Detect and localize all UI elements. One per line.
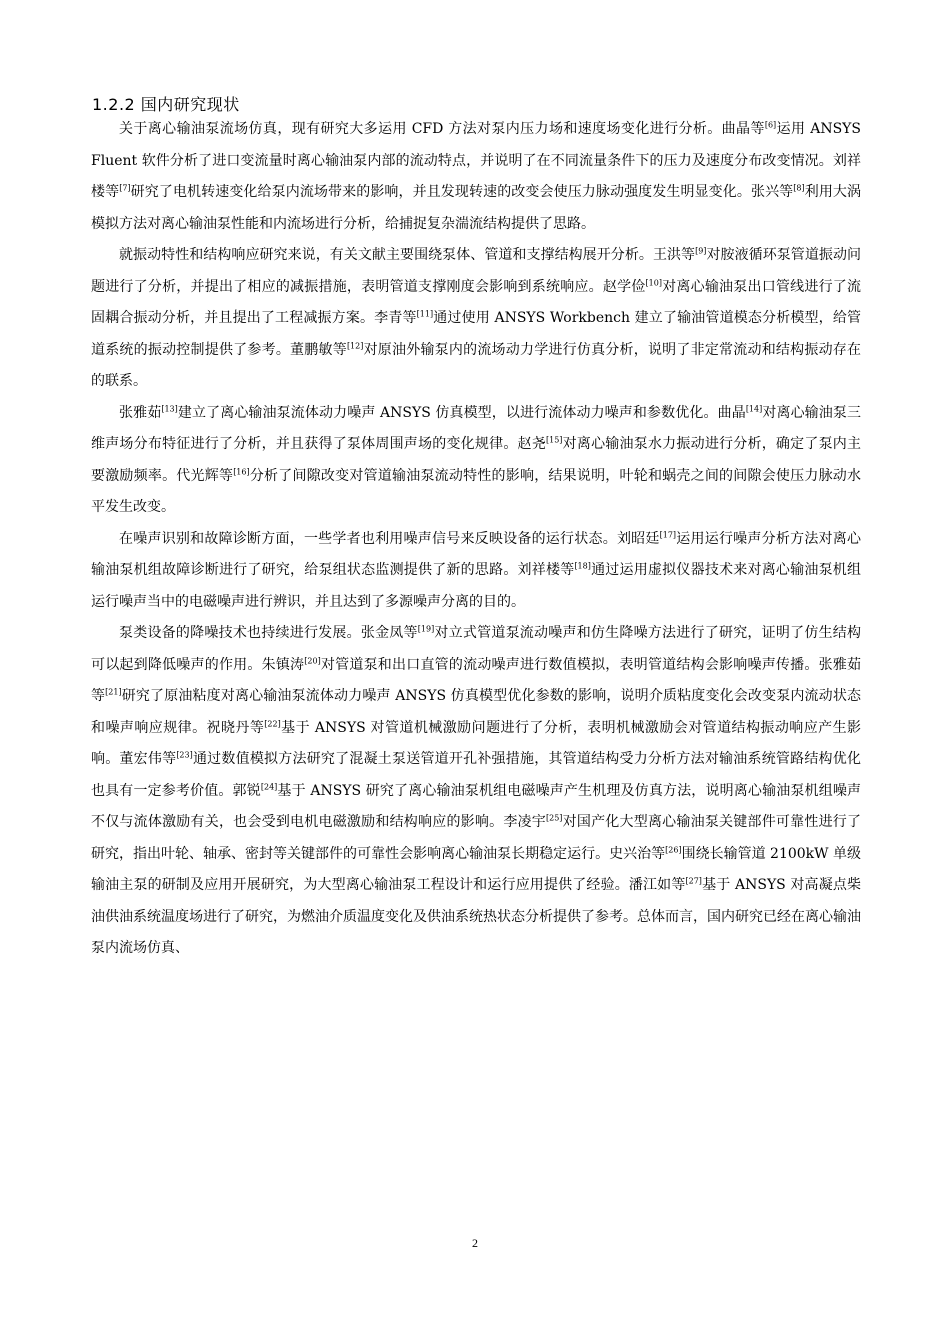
citation-marker: [21]: [105, 687, 122, 697]
citation-marker: [10]: [645, 277, 662, 287]
citation-marker: [14]: [745, 403, 763, 413]
paragraph: 泵类设备的降噪技术也持续进行发展。张金凤等[19]对立式管道泵流动噪声和仿生降噪方法进行了研究，证明了仿生结构可以起到降低噪声的作用。朱镇涛[20]对管道泵和出口直管的流动噪声进行数值模拟，表明管道结构会影响噪声传播。张雅茹等[21]研究了原油粘度对离心输油泵流体动力噪声 ANSYS 仿真模型优化参数的影响，说明介质粘度变化会改变泵内流动状态和噪声响应规律。祝晓丹等[22]基于 ANSYS 对管道机械激励问题进行了分析，表明机械激励会对管道结构振动响应产生影响。董宏伟等[23]通过数值模拟方法研究了混凝土泵送管道开孔补强措施，其管道结构受力分析方法对输油系统管路结构优化也具有一定参考价值。郭锐[24]基于 ANSYS 研究了离心输油泵机组电磁噪声产生机理及仿真方法，说明离心输油泵机组噪声不仅与流体激励有关，也会受到电机电磁激励和结构响应的影响。李凌宇[25]对国产化大型离心输油泵关键部件可靠性进行了研究，指出叶轮、轴承、密封等关键部件的可靠性会影响离心输油泵长期稳定运行。史兴治等[26]围绕长输管道 2100kW 单级输油主泵的研制及应用开展研究，为大型离心输油泵工程设计和运行应用提供了经验。潘江如等[27]基于 ANSYS 对高凝点柴油供油系统温度场进行了研究，为燃油介质温度变化及供油系统热状态分析提供了参考。总体而言，国内研究已经在离心输油泵内流场仿真、: [91, 624, 862, 956]
citation-marker: [15]: [546, 435, 563, 445]
citation-marker: [8]: [793, 183, 805, 193]
citation-marker: [11]: [416, 309, 434, 319]
citation-marker: [26]: [665, 844, 682, 854]
citation-marker: [16]: [233, 466, 250, 476]
paragraph: 张雅茹[13]建立了离心输油泵流体动力噪声 ANSYS 仿真模型，以进行流体动力噪声和参数优化。曲晶[14]对离心输油泵三维声场分布特征进行了分析，并且获得了泵体周围声场的变化规律。赵尧[15]对离心输油泵水力振动进行分析，确定了泵内主要激励频率。代光辉等[16]分析了间隙改变对管道输油泵流动特性的影响，结果说明，叶轮和蜗壳之间的间隙会使压力脉动水平发生改变。: [91, 403, 862, 515]
citation-marker: [13]: [161, 403, 178, 413]
page-number: 2: [472, 1236, 478, 1250]
citation-marker: [18]: [574, 561, 591, 571]
body-text: [91, 114, 861, 965]
citation-marker: [12]: [346, 340, 364, 350]
paragraph: 就振动特性和结构响应研究来说，有关文献主要围绕泵体、管道和支撑结构展开分析。王洪等[9]对胺液循环泵管道振动问题进行了分析，并提出了相应的减振措施，表明管道支撑刚度会影响到系统响应。赵学俭[10]对离心输油泵出口管线进行了流固耦合振动分析，并且提出了工程减振方案。李青等[11]通过使用 ANSYS Workbench 建立了输油管道模态分析模型，给管道系统的振动控制提供了参考。董鹏敏等[12]对原油外输泵内的流场动力学进行仿真分析，说明了非定常流动和结构振动存在的联系。: [91, 246, 862, 389]
citation-marker: [7]: [119, 183, 131, 193]
citation-marker: [19]: [417, 624, 435, 634]
citation-marker: [20]: [304, 655, 321, 665]
citation-marker: [6]: [764, 120, 777, 130]
citation-marker: [25]: [546, 813, 563, 823]
citation-marker: [22]: [264, 718, 281, 728]
citation-marker: [23]: [176, 750, 193, 760]
paragraph: 关于离心输油泵流场仿真，现有研究大多运用 CFD 方法对泵内压力场和速度场变化进行分析。曲晶等[6]运用 ANSYS Fluent 软件分析了进口变流量时离心输油泵内部的流动特点，并说明了在不同流量条件下的压力及速度分布改变情况。刘祥楼等[7]研究了电机转速变化给泵内流场带来的影响，并且发现转速的改变会使压力脉动强度发生明显变化。张兴等[8]利用大涡模拟方法对离心输油泵性能和内流场进行分析，给捕捉复杂湍流结构提供了思路。: [91, 120, 862, 232]
citation-marker: [17]: [659, 529, 677, 539]
section-heading: 1.2.2 国内研究现状: [92, 95, 240, 114]
citation-marker: [27]: [685, 876, 702, 886]
paragraph: 在噪声识别和故障诊断方面，一些学者也利用噪声信号来反映设备的运行状态。刘昭廷[17]运用运行噪声分析方法对离心输油泵机组故障诊断进行了研究，给泵组状态监测提供了新的思路。刘祥楼等[18]通过运用虚拟仪器技术来对离心输油泵机组运行噪声当中的电磁噪声进行辨识，并且达到了多源噪声分离的目的。: [91, 529, 862, 610]
citation-marker: [9]: [695, 246, 707, 256]
citation-marker: [24]: [260, 781, 278, 791]
